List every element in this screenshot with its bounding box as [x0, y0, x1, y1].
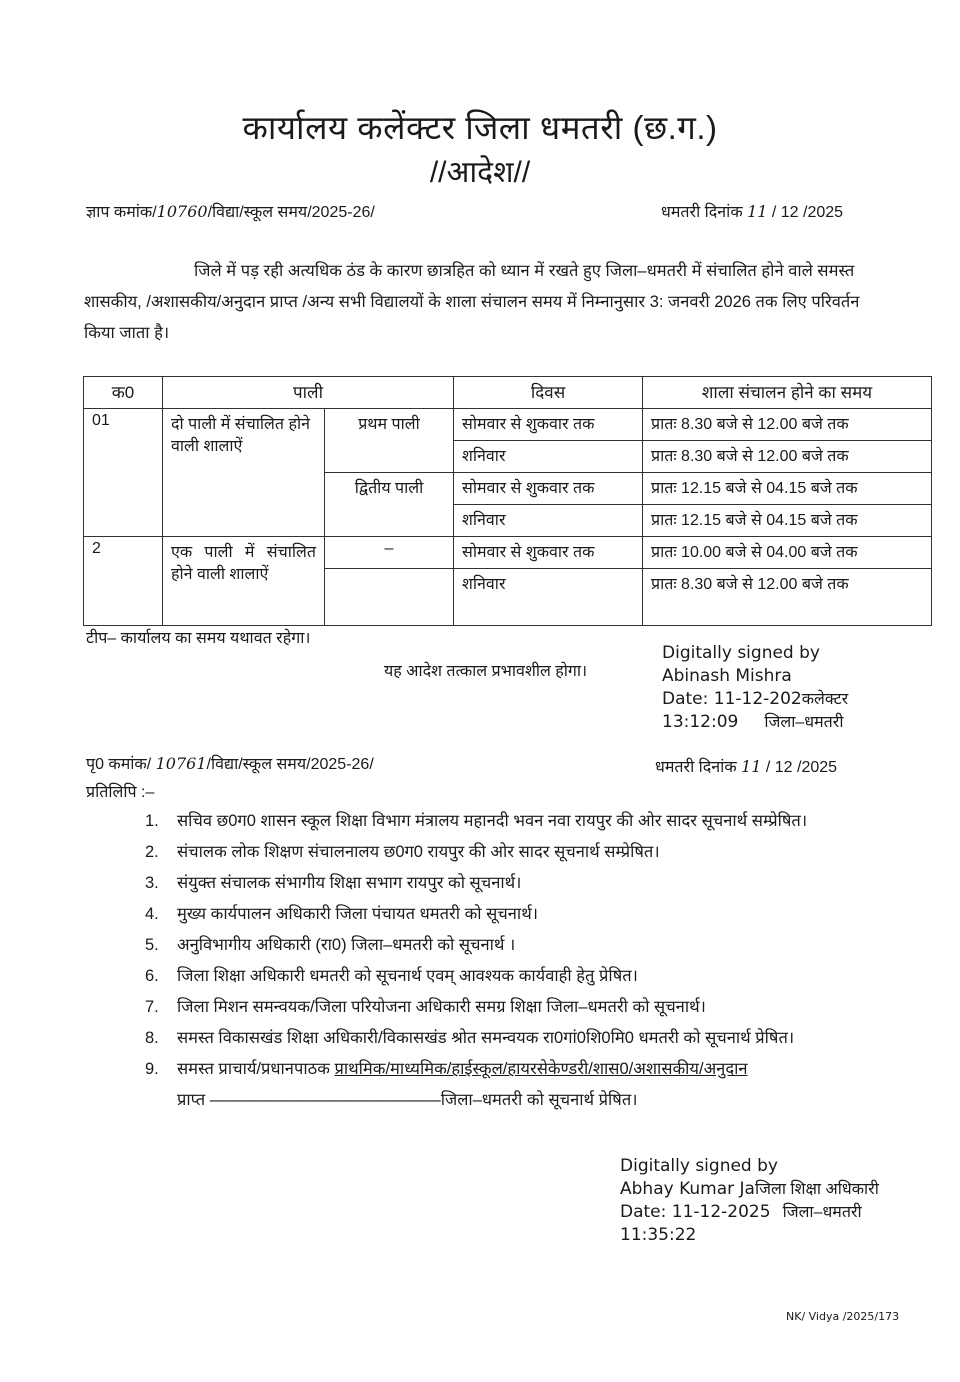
signer-designation: कलेक्टर [801, 691, 849, 708]
endorsement-number: 10761 [155, 754, 207, 773]
row-category: दो पाली में संचालित होने वाली शालाऐं [163, 409, 325, 537]
row-sno: 2 [84, 537, 163, 626]
signer-district: जिला–धमतरी [764, 714, 844, 731]
endorsement-date [655, 755, 837, 777]
endorsement-date-day: 11 [741, 757, 762, 776]
memo-number: 10760 [156, 202, 208, 221]
header-sno: क0 [84, 377, 163, 409]
digital-signature-collector [662, 642, 848, 734]
order-paragraph [84, 256, 884, 349]
school-timing-table [83, 376, 932, 626]
signature-time: 11:35:22 [620, 1225, 697, 1245]
row-day: सोमवार से शुकवार तक [454, 409, 643, 441]
row-time: प्रातः 8.30 बजे से 12.00 बजे तक [643, 441, 932, 473]
office-title: कार्यालय कलेंक्टर जिला धमतरी (छ.ग.) [242, 109, 718, 146]
signer-designation: जिला शिक्षा अधिकारी [754, 1181, 879, 1198]
signer-name: Abinash Mishra [662, 666, 792, 686]
header-shift: पाली [163, 377, 454, 409]
memo-reference [86, 200, 375, 222]
row-time: प्रातः 12.15 बजे से 04.15 बजे तक [643, 473, 932, 505]
table-header-row [84, 377, 932, 409]
list-item: 9. समस्त प्राचार्य/प्रधानपाठक प्राथमिक/माध्यमिक/हाईस्कूल/हायरसेकेण्डरी/शास0/अशासकीय/अनुदान प्राप्त ——————————————जिला–धमतरी को सूचनार्थ प्रेषित। [145, 1060, 748, 1109]
order-title: //आदेश// [429, 156, 531, 189]
endorsement-date-rest: / 12 /2025 [765, 759, 838, 776]
copy-recipient-list [145, 806, 890, 1116]
row-category: एक पाली में संचालित होने वाली शालाऐं [163, 537, 325, 626]
signature-line: Digitally signed by [662, 643, 820, 663]
row-shift: द्वितीय पाली [325, 473, 454, 537]
signature-time: 13:12:09 जिला–धमतरी [662, 712, 844, 732]
row-time: प्रातः 12.15 बजे से 04.15 बजे तक [643, 505, 932, 537]
row-day: सोमवार से शुकवार तक [454, 473, 643, 505]
endorsement-prefix: पृ0 कमांक/ [86, 756, 152, 773]
row-shift: प्रथम पाली [325, 409, 454, 473]
endorsement-date-label: धमतरी दिनांक [655, 759, 737, 776]
memo-suffix: /विद्या/स्कूल समय/2025-26/ [207, 204, 375, 221]
row-time: प्रातः 8.30 बजे से 12.00 बजे तक [643, 569, 932, 626]
row-time: प्रातः 8.30 बजे से 12.00 बजे तक [643, 409, 932, 441]
row-sno: 01 [84, 409, 163, 537]
order-paragraph-text: जिले में पड़ रही अत्यधिक ठंड के कारण छात्रहित को ध्यान में रखते हुए जिला–धमतरी में संचालित होने वाले समस्त शासकीय, /अशासकीय/अनुदान प्राप्त /अन्य सभी विद्यालयों के शाला संचालन समय में निम्नानुसार 3: जनवरी 2026 तक लिए परिवर्तन किया जाता है। [84, 262, 860, 342]
row-day: शनिवार [454, 569, 643, 626]
endorsement-suffix: /विद्या/स्कूल समय/2025-26/ [206, 756, 374, 773]
memo-date [661, 200, 843, 222]
endorsement-reference [86, 752, 374, 774]
memo-date-day: 11 [747, 202, 768, 221]
digital-signature-deo [620, 1155, 879, 1247]
list-item: 3. संयुक्त संचालक संभागीय शिक्षा सभाग रायपुर को सूचनार्थ। [145, 874, 522, 892]
list-item: 6. जिला शिक्षा अधिकारी धमतरी को सूचनार्थ एवम् आवश्यक कार्यवाही हेतु प्रेषित। [145, 967, 638, 985]
memo-date-rest: / 12 /2025 [771, 204, 844, 221]
signer-district: जिला–धमतरी [782, 1204, 862, 1221]
table-row [84, 537, 932, 569]
effective-statement: यह आदेश तत्काल प्रभावशील होगा। [384, 663, 588, 680]
signature-line: Digitally signed by [620, 1156, 778, 1176]
school-types-underlined: प्राथमिक/माध्यमिक/हाईस्कूल/हायरसेकेण्डरी/शास0/अशासकीय/अनुदान [334, 1060, 748, 1078]
header-time: शाला संचालन होने का समय [643, 377, 932, 409]
list-item: 8. समस्त विकासखंड शिक्षा अधिकारी/विकासखंड श्रोत समन्वयक रा0गां0शि0मि0 धमतरी को सूचनार्थ प्रेषित। [145, 1029, 795, 1047]
row-time: प्रातः 10.00 बजे से 04.00 बजे तक [643, 537, 932, 569]
list-item: 2. संचालक लोक शिक्षण संचालनालय छ0ग0 रायपुर की ओर सादर सूचनार्थ सम्प्रेषित। [145, 843, 660, 861]
row-day: शनिवार [454, 441, 643, 473]
header-day: दिवस [454, 377, 643, 409]
signer-name: Abhay Kumar Jaजिला शिक्षा अधिकारी [620, 1179, 879, 1199]
row-shift [325, 569, 454, 626]
memo-date-label: धमतरी दिनांक [661, 204, 743, 221]
footer-reference: NK/ Vidya /2025/173 [786, 1310, 900, 1323]
signature-date: Date: 11-12-2025 जिला–धमतरी [620, 1202, 862, 1222]
list-item: 7. जिला मिशन समन्वयक/जिला परियोजना अधिकारी समग्र शिक्षा जिला–धमतरी को सूचनार्थ। [145, 998, 706, 1016]
list-item: 5. अनुविभागीय अधिकारी (रा0) जिला–धमतरी को सूचनार्थ । [145, 936, 516, 954]
office-time-note: टीप– कार्यालय का समय यथावत रहेगा। [86, 630, 311, 647]
row-shift: – [325, 537, 454, 569]
table-row [84, 409, 932, 441]
row-day: शनिवार [454, 505, 643, 537]
row-day: सोमवार से शुकवार तक [454, 537, 643, 569]
list-item: 1. सचिव छ0ग0 शासन स्कूल शिक्षा विभाग मंत्रालय महानदी भवन नवा रायपुर की ओर सादर सूचनार्थ सम्प्रेषित। [145, 812, 808, 830]
signature-date: Date: 11-12-202कलेक्टर [662, 689, 849, 709]
list-item: 4. मुख्य कार्यपालन अधिकारी जिला पंचायत धमतरी को सूचनार्थ। [145, 905, 539, 923]
copy-to-label: प्रतिलिपि :– [86, 784, 155, 801]
memo-prefix: ज्ञाप कमांक/ [86, 204, 157, 221]
